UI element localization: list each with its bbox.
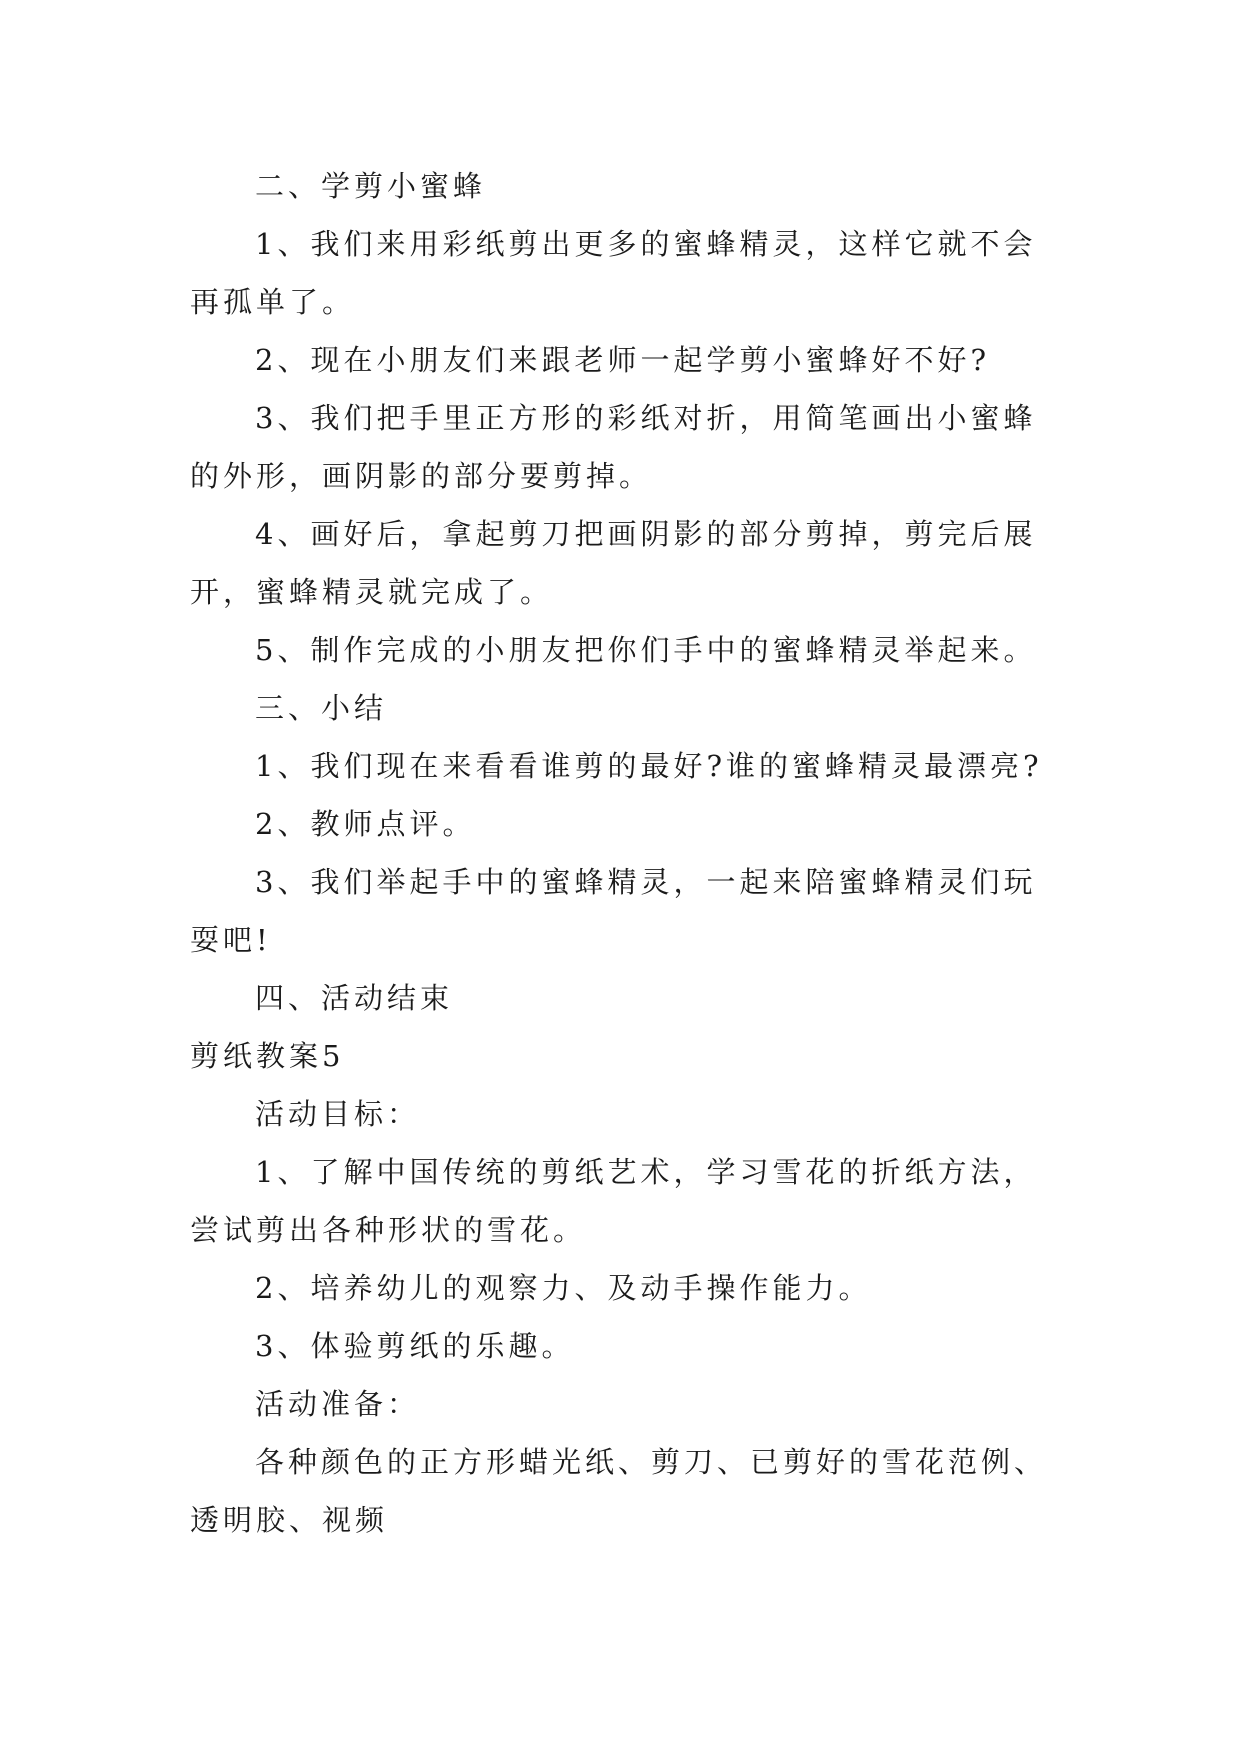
paragraph-line: 再孤单了。 bbox=[190, 285, 356, 319]
section-heading-learn-cut-bee: 二、学剪小蜜蜂 bbox=[255, 169, 487, 203]
paragraph-line: 的外形，画阴影的部分要剪掉。 bbox=[190, 459, 653, 493]
paragraph-line: 2、现在小朋友们来跟老师一起学剪小蜜蜂好不好? bbox=[255, 343, 990, 377]
paragraph-line: 各种颜色的正方形蜡光纸、剪刀、已剪好的雪花范例、 bbox=[255, 1445, 1048, 1479]
paragraph-line: 4、画好后，拿起剪刀把画阴影的部分剪掉，剪完后展 bbox=[255, 517, 1037, 551]
paragraph-line: 透明胶、视频 bbox=[190, 1503, 389, 1537]
paragraph-line: 3、我们把手里正方形的彩纸对折，用简笔画出小蜜蜂 bbox=[255, 401, 1037, 435]
paragraph-line: 1、我们来用彩纸剪出更多的蜜蜂精灵，这样它就不会 bbox=[255, 227, 1037, 261]
section-heading-summary: 三、小结 bbox=[255, 691, 388, 725]
paragraph-line: 2、教师点评。 bbox=[255, 807, 476, 841]
paragraph-line: 尝试剪出各种形状的雪花。 bbox=[190, 1213, 587, 1247]
paragraph-line: 3、我们举起手中的蜜蜂精灵，一起来陪蜜蜂精灵们玩 bbox=[255, 865, 1037, 899]
paragraph-line: 1、了解中国传统的剪纸艺术，学习雪花的折纸方法， bbox=[255, 1155, 1037, 1189]
paragraph-line: 3、体验剪纸的乐趣。 bbox=[255, 1329, 575, 1363]
section-heading-activity-prep: 活动准备： bbox=[255, 1387, 421, 1421]
section-heading-activity-goals: 活动目标： bbox=[255, 1097, 421, 1131]
paragraph-line: 1、我们现在来看看谁剪的最好?谁的蜜蜂精灵最漂亮? bbox=[255, 749, 1043, 783]
paragraph-line: 开，蜜蜂精灵就完成了。 bbox=[190, 575, 554, 609]
lesson-plan-title: 剪纸教案5 bbox=[190, 1039, 345, 1073]
paragraph-line: 5、制作完成的小朋友把你们手中的蜜蜂精灵举起来。 bbox=[255, 633, 1037, 667]
paragraph-line: 耍吧! bbox=[190, 923, 272, 957]
section-heading-activity-end: 四、活动结束 bbox=[255, 981, 454, 1015]
paragraph-line: 2、培养幼儿的观察力、及动手操作能力。 bbox=[255, 1271, 872, 1305]
